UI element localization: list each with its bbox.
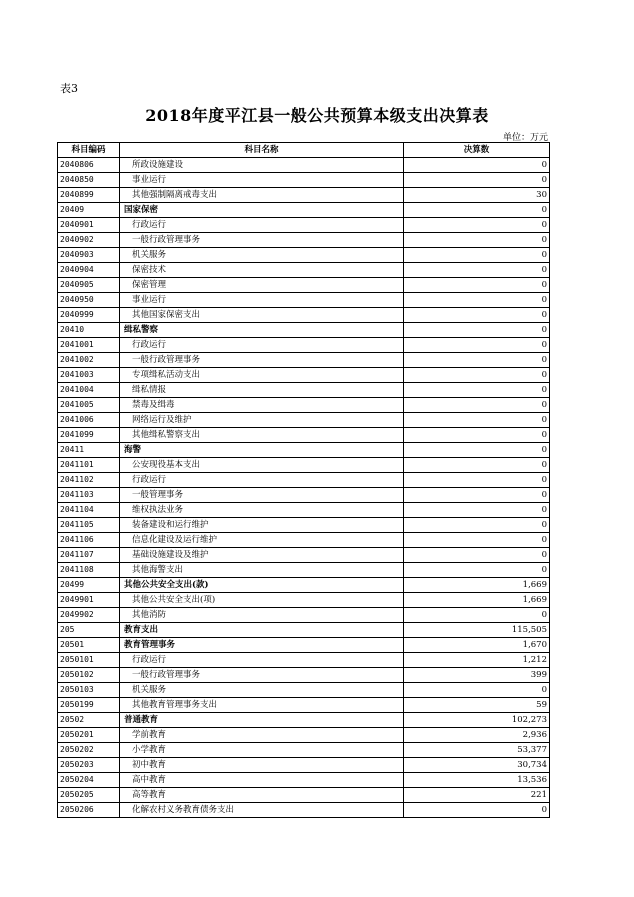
row-code: 2050199 (58, 698, 120, 713)
row-code: 205 (58, 623, 120, 638)
row-code: 2049901 (58, 593, 120, 608)
table-row (58, 788, 550, 803)
table-row (58, 713, 550, 728)
table-row (58, 803, 550, 818)
row-code: 2040850 (58, 173, 120, 188)
row-code: 2041001 (58, 338, 120, 353)
row-amount: 0 (404, 533, 550, 548)
table-row (58, 443, 550, 458)
row-amount: 30 (404, 188, 550, 203)
row-code: 2050203 (58, 758, 120, 773)
row-code: 20410 (58, 323, 120, 338)
table-row (58, 368, 550, 383)
table-row (58, 383, 550, 398)
row-name: 缉私情报 (120, 383, 404, 398)
table-row (58, 743, 550, 758)
table-row (58, 338, 550, 353)
row-amount: 0 (404, 428, 550, 443)
header-code: 科目编码 (58, 143, 120, 158)
row-code: 2041106 (58, 533, 120, 548)
row-name: 保密技术 (120, 263, 404, 278)
table-row (58, 668, 550, 683)
row-name: 信息化建设及运行维护 (120, 533, 404, 548)
row-name: 行政运行 (120, 473, 404, 488)
row-amount: 0 (404, 503, 550, 518)
row-code: 2041099 (58, 428, 120, 443)
row-amount: 0 (404, 473, 550, 488)
row-amount: 59 (404, 698, 550, 713)
table-row (58, 548, 550, 563)
row-name: 其他公共安全支出(项) (120, 593, 404, 608)
row-code: 2040999 (58, 308, 120, 323)
table-row (58, 623, 550, 638)
row-amount: 0 (404, 608, 550, 623)
row-code: 2049902 (58, 608, 120, 623)
table-row (58, 428, 550, 443)
table-row (58, 173, 550, 188)
row-code: 2040899 (58, 188, 120, 203)
header-amount: 决算数 (404, 143, 550, 158)
row-amount: 0 (404, 518, 550, 533)
row-name: 国家保密 (120, 203, 404, 218)
row-amount: 2,936 (404, 728, 550, 743)
row-name: 一般行政管理事务 (120, 668, 404, 683)
row-amount: 0 (404, 218, 550, 233)
row-name: 高中教育 (120, 773, 404, 788)
row-name: 事业运行 (120, 293, 404, 308)
row-amount: 399 (404, 668, 550, 683)
row-amount: 0 (404, 383, 550, 398)
row-amount: 0 (404, 173, 550, 188)
row-amount: 0 (404, 563, 550, 578)
row-code: 2040904 (58, 263, 120, 278)
table-row (58, 158, 550, 173)
row-name: 化解农村义务教育债务支出 (120, 803, 404, 818)
row-name: 机关服务 (120, 683, 404, 698)
row-amount: 0 (404, 368, 550, 383)
row-code: 2040903 (58, 248, 120, 263)
table-row (58, 653, 550, 668)
row-amount: 30,734 (404, 758, 550, 773)
row-amount: 0 (404, 803, 550, 818)
row-code: 2050102 (58, 668, 120, 683)
row-code: 2041105 (58, 518, 120, 533)
table-row (58, 593, 550, 608)
row-name: 行政运行 (120, 338, 404, 353)
table-row (58, 398, 550, 413)
row-amount: 1,670 (404, 638, 550, 653)
row-code: 2041104 (58, 503, 120, 518)
row-code: 2041004 (58, 383, 120, 398)
row-code: 2041103 (58, 488, 120, 503)
row-amount: 1,669 (404, 578, 550, 593)
row-name: 所政设施建设 (120, 158, 404, 173)
row-code: 2040806 (58, 158, 120, 173)
row-amount: 0 (404, 323, 550, 338)
row-name: 高等教育 (120, 788, 404, 803)
row-name: 一般管理事务 (120, 488, 404, 503)
row-name: 其他强制隔离戒毒支出 (120, 188, 404, 203)
table-row (58, 353, 550, 368)
row-name: 机关服务 (120, 248, 404, 263)
header-name: 科目名称 (120, 143, 404, 158)
row-name: 缉私警察 (120, 323, 404, 338)
row-amount: 53,377 (404, 743, 550, 758)
row-amount: 0 (404, 338, 550, 353)
table-row (58, 518, 550, 533)
row-code: 2050103 (58, 683, 120, 698)
table-row (58, 203, 550, 218)
row-amount: 0 (404, 458, 550, 473)
row-code: 2040901 (58, 218, 120, 233)
row-name: 行政运行 (120, 653, 404, 668)
row-amount: 0 (404, 683, 550, 698)
row-name: 其他国家保密支出 (120, 308, 404, 323)
row-amount: 13,536 (404, 773, 550, 788)
table-row (58, 188, 550, 203)
row-code: 20502 (58, 713, 120, 728)
row-code: 2050206 (58, 803, 120, 818)
row-name: 海警 (120, 443, 404, 458)
table-row (58, 758, 550, 773)
row-name: 一般行政管理事务 (120, 353, 404, 368)
row-code: 2040950 (58, 293, 120, 308)
table-row (58, 533, 550, 548)
row-code: 20501 (58, 638, 120, 653)
row-amount: 0 (404, 548, 550, 563)
row-code: 20411 (58, 443, 120, 458)
table-row (58, 218, 550, 233)
table-row (58, 278, 550, 293)
row-code: 2041003 (58, 368, 120, 383)
row-code: 2050101 (58, 653, 120, 668)
row-amount: 0 (404, 158, 550, 173)
table-row (58, 503, 550, 518)
row-amount: 1,669 (404, 593, 550, 608)
table-row (58, 308, 550, 323)
table-row (58, 473, 550, 488)
table-row (58, 458, 550, 473)
row-code: 2050201 (58, 728, 120, 743)
row-code: 2041002 (58, 353, 120, 368)
row-name: 小学教育 (120, 743, 404, 758)
row-amount: 0 (404, 443, 550, 458)
table-row (58, 323, 550, 338)
table-row (58, 773, 550, 788)
row-code: 20499 (58, 578, 120, 593)
table-number: 表3 (60, 82, 78, 95)
row-code: 2050205 (58, 788, 120, 803)
table-row (58, 638, 550, 653)
row-name: 基础设施建设及维护 (120, 548, 404, 563)
table-row (58, 293, 550, 308)
table-row (58, 728, 550, 743)
row-code: 2041107 (58, 548, 120, 563)
table-row (58, 413, 550, 428)
row-amount: 0 (404, 203, 550, 218)
row-name: 学前教育 (120, 728, 404, 743)
row-code: 2040902 (58, 233, 120, 248)
row-name: 教育支出 (120, 623, 404, 638)
row-name: 禁毒及缉毒 (120, 398, 404, 413)
row-amount: 0 (404, 398, 550, 413)
table-header-row (58, 143, 550, 158)
row-code: 2041108 (58, 563, 120, 578)
row-amount: 221 (404, 788, 550, 803)
row-name: 其他公共安全支出(款) (120, 578, 404, 593)
row-code: 2050204 (58, 773, 120, 788)
row-name: 保密管理 (120, 278, 404, 293)
table-row (58, 263, 550, 278)
page-title: 2018年度平江县一般公共预算本级支出决算表 (145, 106, 489, 125)
row-amount: 1,212 (404, 653, 550, 668)
row-name: 行政运行 (120, 218, 404, 233)
row-name: 公安现役基本支出 (120, 458, 404, 473)
row-amount: 0 (404, 353, 550, 368)
table-row (58, 488, 550, 503)
row-amount: 0 (404, 413, 550, 428)
budget-table (57, 142, 550, 818)
table-row (58, 248, 550, 263)
row-name: 初中教育 (120, 758, 404, 773)
row-code: 2050202 (58, 743, 120, 758)
row-name: 一般行政管理事务 (120, 233, 404, 248)
row-amount: 0 (404, 278, 550, 293)
row-amount: 115,505 (404, 623, 550, 638)
row-code: 2041005 (58, 398, 120, 413)
table-row (58, 233, 550, 248)
table-row (58, 563, 550, 578)
unit-label: 单位：万元 (502, 133, 548, 143)
row-amount: 0 (404, 248, 550, 263)
row-amount: 0 (404, 488, 550, 503)
table-row (58, 578, 550, 593)
row-name: 其他海警支出 (120, 563, 404, 578)
table-row (58, 683, 550, 698)
row-name: 事业运行 (120, 173, 404, 188)
row-name: 专项缉私活动支出 (120, 368, 404, 383)
row-amount: 0 (404, 233, 550, 248)
table-row (58, 608, 550, 623)
row-name: 其他消防 (120, 608, 404, 623)
row-name: 其他教育管理事务支出 (120, 698, 404, 713)
row-amount: 0 (404, 293, 550, 308)
row-code: 2041102 (58, 473, 120, 488)
table-body (58, 158, 550, 818)
row-code: 2040905 (58, 278, 120, 293)
row-name: 装备建设和运行维护 (120, 518, 404, 533)
row-name: 普通教育 (120, 713, 404, 728)
row-name: 网络运行及维护 (120, 413, 404, 428)
row-code: 20409 (58, 203, 120, 218)
table-row (58, 698, 550, 713)
row-amount: 0 (404, 263, 550, 278)
row-code: 2041101 (58, 458, 120, 473)
row-name: 教育管理事务 (120, 638, 404, 653)
row-amount: 0 (404, 308, 550, 323)
row-name: 维权执法业务 (120, 503, 404, 518)
row-amount: 102,273 (404, 713, 550, 728)
row-code: 2041006 (58, 413, 120, 428)
row-name: 其他缉私警察支出 (120, 428, 404, 443)
